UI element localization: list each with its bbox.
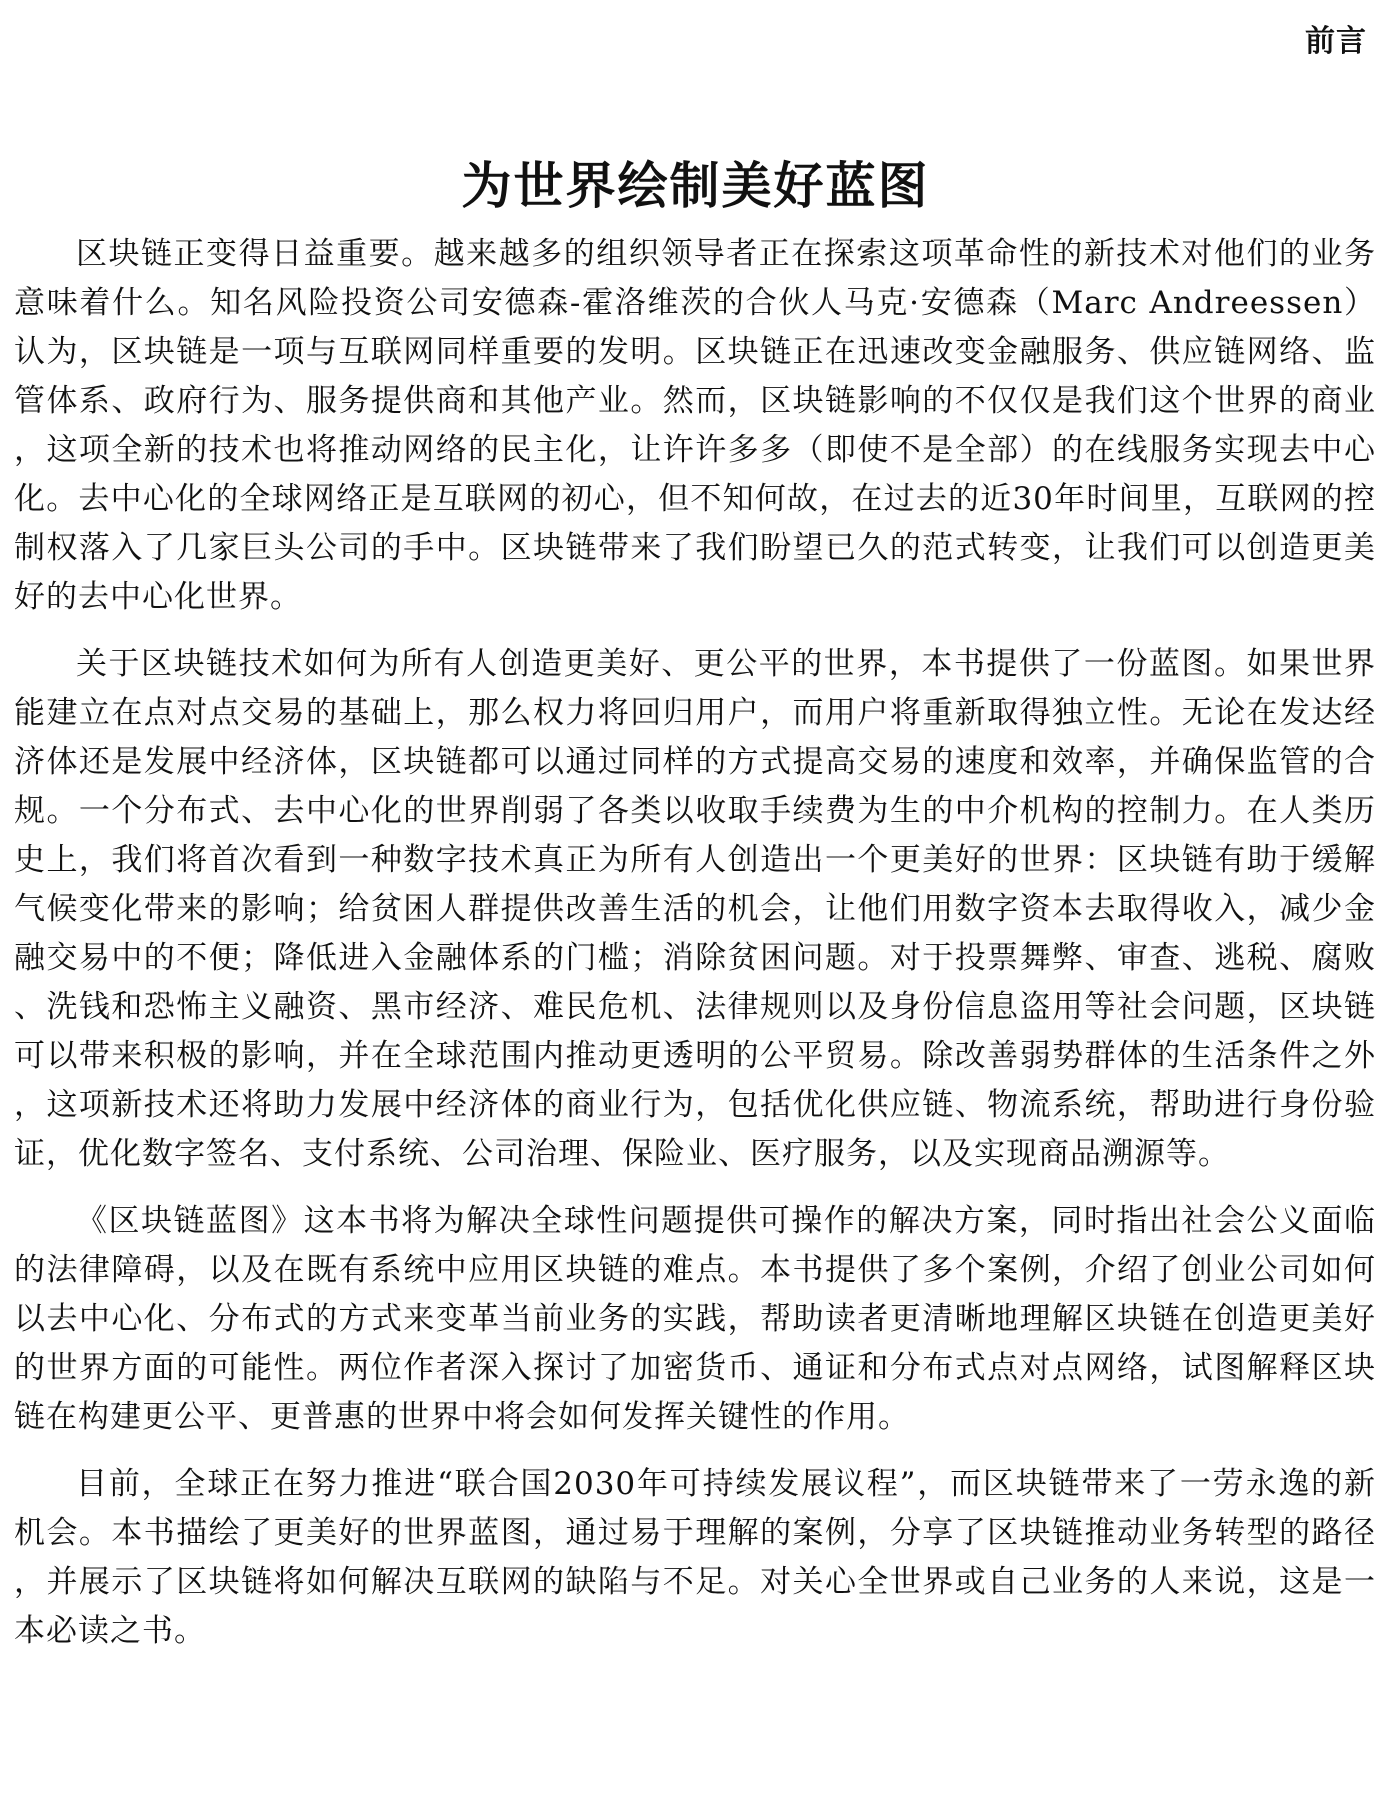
paragraph-4: 目前，全球正在努力推进“联合国2030年可持续发展议程”，而区块链带来了一劳永逸的新机会。本书描绘了更美好的世界蓝图，通过易于理解的案例，分享了区块链推动业务转型的路径，并展示了区块链将如何解决互联网的缺陷与不足。对关心全世界或自己业务的人来说，这是一本必读之书。 bbox=[14, 1466, 1376, 1649]
section-label: 前言 bbox=[1305, 24, 1367, 59]
body-text bbox=[14, 230, 1376, 1674]
paragraph-3: 《区块链蓝图》这本书将为解决全球性问题提供可操作的解决方案，同时指出社会公义面临的法律障碍，以及在既有系统中应用区块链的难点。本书提供了多个案例，介绍了创业公司如何以去中心化、分布式的方式来变革当前业务的实践，帮助读者更清晰地理解区块链在创造更美好的世界方面的可能性。两位作者深入探讨了加密货币、通证和分布式点对点网络，试图解释区块链在构建更公平、更普惠的世界中将会如何发挥关键性的作用。 bbox=[14, 1203, 1376, 1435]
paragraph-1: 区块链正变得日益重要。越来越多的组织领导者正在探索这项革命性的新技术对他们的业务意味着什么。知名风险投资公司安德森-霍洛维茨的合伙人马克·安德森（Marc Andreessen）认为，区块链是一项与互联网同样重要的发明。区块链正在迅速改变金融服务、供应链网络、监管体系、政府行为、服务提供商和其他产业。然而，区块链影响的不仅仅是我们这个世界的商业，这项全新的技术也将推动网络的民主化，让许许多多（即使不是全部）的在线服务实现去中心化。去中心化的全球网络正是互联网的初心，但不知何故，在过去的近30年时间里，互联网的控制权落入了几家巨头公司的手中。区块链带来了我们盼望已久的范式转变，让我们可以创造更美好的去中心化世界。 bbox=[14, 236, 1376, 615]
paragraph-2: 关于区块链技术如何为所有人创造更美好、更公平的世界，本书提供了一份蓝图。如果世界能建立在点对点交易的基础上，那么权力将回归用户，而用户将重新取得独立性。无论在发达经济体还是发展中经济体，区块链都可以通过同样的方式提高交易的速度和效率，并确保监管的合规。一个分布式、去中心化的世界削弱了各类以收取手续费为生的中介机构的控制力。在人类历史上，我们将首次看到一种数字技术真正为所有人创造出一个更美好的世界：区块链有助于缓解气候变化带来的影响；给贫困人群提供改善生活的机会，让他们用数字资本去取得收入，减少金融交易中的不便；降低进入金融体系的门槛；消除贫困问题。对于投票舞弊、审查、逃税、腐败、洗钱和恐怖主义融资、黑市经济、难民危机、法律规则以及身份信息盗用等社会问题，区块链可以带来积极的影响，并在全球范围内推动更透明的公平贸易。除改善弱势群体的生活条件之外，这项新技术还将助力发展中经济体的商业行为，包括优化供应链、物流系统，帮助进行身份验证，优化数字签名、支付系统、公司治理、保险业、医疗服务，以及实现商品溯源等。 bbox=[14, 646, 1376, 1172]
page-title: 为世界绘制美好蓝图 bbox=[461, 156, 930, 215]
